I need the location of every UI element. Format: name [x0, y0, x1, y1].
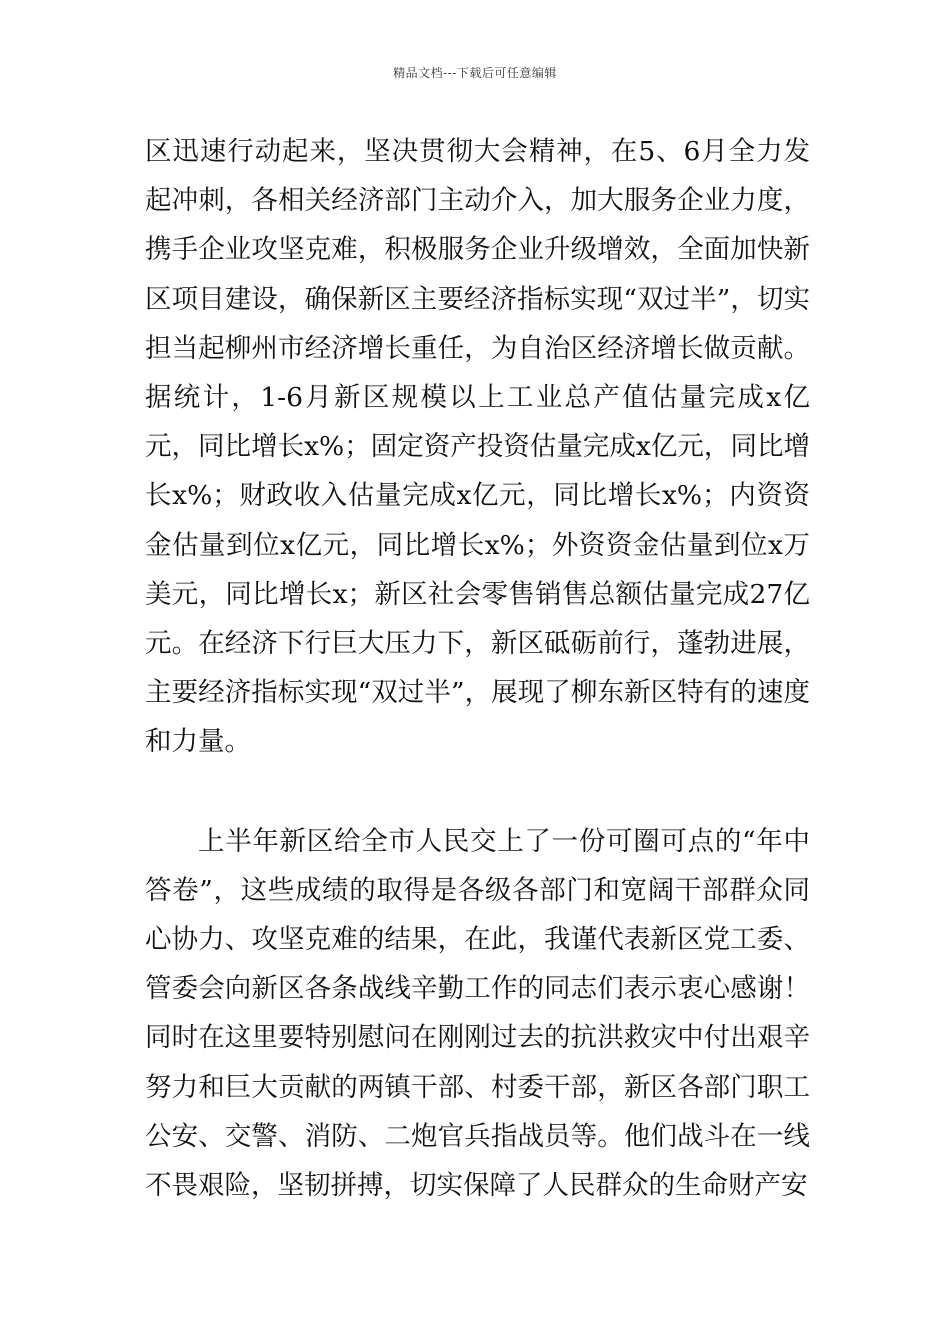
page-header: 精品文档---下载后可任意编辑	[393, 66, 557, 80]
body-paragraph: 上半年新区给全市人民交上了一份可圈可点的“年中答卷”，这些成绩的取得是各级各部门和宽阔干部群众同心协力、攻坚克难的结果，在此，我谨代表新区党工委、管委会向新区各条战线辛勤工作的同志们表示衷心感谢！同时在这里要特别慰问在刚刚过去的抗洪救灾中付出艰辛努力和巨大贡献的两镇干部、村委干部，新区各部门职工公安、交警、消防、二炮官兵指战员等。他们战斗在一线不畏艰险，坚韧拼搏，切实保障了人民群众的生命财产安	[145, 825, 810, 1202]
document-body	[145, 127, 810, 1210]
body-paragraph: 区迅速行动起来，坚决贯彻大会精神，在5、6月全力发起冲刺，各相关经济部门主动介入，加大服务企业力度，携手企业攻坚克难，积极服务企业升级增效，全面加快新区项目建设，确保新区主要经济指标实现“双过半”，切实担当起柳州市经济增长重任，为自治区经济增长做贡献。据统计，1-6月新区规模以上工业总产值估量完成x亿元，同比增长x%；固定资产投资估量完成x亿元，同比增长x%；财政收入估量完成x亿元，同比增长x%；内资资金估量到位x亿元，同比增长x%；外资资金估量到位x万美元，同比增长x；新区社会零售销售总额估量完成27亿元。在经济下行巨大压力下，新区砥砺前行，蓬勃进展，主要经济指标实现“双过半”，展现了柳东新区特有的速度和力量。	[145, 136, 810, 758]
